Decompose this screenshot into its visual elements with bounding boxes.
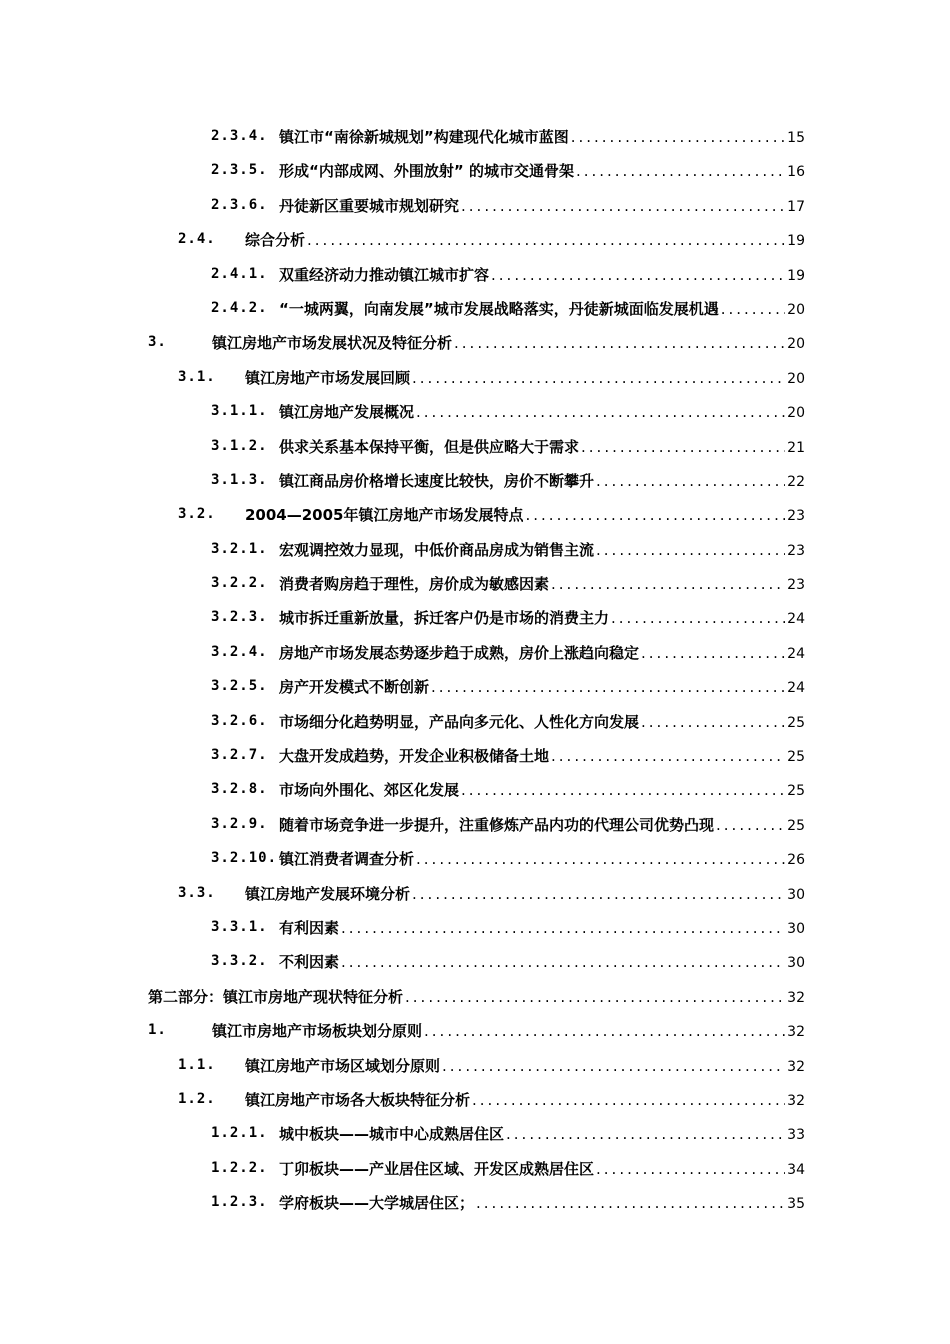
toc-entry-title[interactable]: 镇江市“南徐新城规划”构建现代化城市蓝图 [279,128,569,146]
toc-entry-title[interactable]: 镇江房地产市场发展回顾 [245,368,411,387]
toc-entry-number: 3.2.7. [211,747,268,764]
toc-entry-page-number[interactable]: 35 [787,1196,805,1213]
toc-entry[interactable] [0,945,950,979]
toc-entry-title[interactable]: “一城两翼，向南发展”城市发展战略落实，丹徒新城面临发展机遇 [279,299,719,318]
toc-entry-title[interactable]: 镇江商品房价格增长速度比较快，房价不断攀升 [279,471,595,490]
toc-entry[interactable] [0,739,950,773]
toc-entry-title[interactable]: 丹徒新区重要城市规划研究 [279,196,460,215]
toc-entry-title[interactable]: 大盘开发成趋势，开发企业积极储备土地 [279,747,550,766]
toc-entry-number: 1. [148,1022,167,1039]
toc-entry-line[interactable] [279,676,805,697]
toc-entry-page-number[interactable]: 30 [787,886,805,903]
toc-entry[interactable] [0,154,950,188]
toc-entry-line[interactable] [279,1158,805,1179]
toc-entry-line[interactable] [279,160,805,181]
toc-entry[interactable] [0,1186,950,1220]
toc-dot-leader [442,1057,785,1075]
toc-entry-number: 3.2.8. [211,781,268,798]
toc-entry-number: 3.3.2. [211,953,268,970]
toc-dot-leader [551,575,785,593]
toc-entry[interactable] [0,361,950,395]
toc-entry-number: 3.2.9. [211,815,268,832]
toc-dot-leader [416,850,785,868]
toc-entry-page-number[interactable]: 34 [787,1161,805,1178]
toc-entry-page-number[interactable]: 32 [787,1092,805,1109]
toc-entry-line[interactable] [245,504,805,525]
toc-entry-page-number[interactable]: 16 [787,164,805,181]
toc-entry-number: 2.3.4. [211,128,268,144]
toc-dot-leader [454,334,785,352]
toc-entry-line[interactable] [279,126,805,147]
toc-entry-line[interactable] [279,848,805,869]
toc-entry-title[interactable]: 镇江房地产发展环境分析 [245,884,411,903]
toc-entry-page-number[interactable]: 23 [787,508,805,525]
toc-entry-title[interactable]: 随着市场竞争进一步提升，注重修炼产品内功的代理公司优势凸现 [279,815,715,834]
toc-entry-line[interactable] [212,1020,805,1041]
toc-dot-leader [596,1160,785,1178]
toc-entry-line[interactable] [279,264,805,285]
toc-entry[interactable] [0,464,950,498]
toc-entry[interactable] [0,636,950,670]
toc-entry[interactable] [0,1083,950,1117]
toc-entry-page-number[interactable]: 24 [787,645,805,662]
toc-dot-leader [412,369,785,387]
toc-entry-page-number[interactable]: 20 [787,301,805,318]
toc-entry-number: 3.2.5. [211,678,268,695]
toc-entry-title[interactable]: 房产开发模式不断创新 [279,678,430,697]
toc-entry-page-number[interactable]: 25 [787,783,805,800]
toc-entry-number: 1.2.2. [211,1159,268,1176]
toc-entry[interactable] [0,911,950,945]
toc-entry-page-number[interactable]: 30 [787,955,805,972]
toc-entry-number: 1.2. [178,1090,216,1107]
toc-entry-title[interactable]: 市场细分化趋势明显，产品向多元化、人性化方向发展 [279,712,640,731]
toc-entry-number: 2.4.2. [211,299,268,316]
toc-dot-leader [716,816,785,834]
toc-dot-leader [341,953,785,971]
toc-entry-page-number[interactable]: 25 [787,749,805,766]
toc-entry-line[interactable] [212,332,805,353]
toc-entry-page-number[interactable]: 23 [787,542,805,559]
toc-entry-number: 1.2.3. [211,1194,268,1211]
toc-entry-title[interactable]: 形成“内部成网、外围放射” 的城市交通骨架 [279,162,574,181]
toc-entry[interactable] [0,980,950,1014]
toc-entry-line[interactable] [279,642,805,663]
toc-entry[interactable] [0,120,950,154]
toc-entry-page-number[interactable]: 19 [787,267,805,284]
toc-entry-title[interactable]: 综合分析 [245,231,306,250]
toc-dot-leader [461,781,785,799]
toc-entry-number: 3.2.6. [211,712,268,729]
toc-entry[interactable] [0,705,950,739]
toc-entry[interactable] [0,395,950,429]
toc-entry-title[interactable]: 2004—2005年镇江房地产市场发展特点 [245,506,524,525]
toc-entry-page-number[interactable]: 21 [787,439,805,456]
toc-entry-line[interactable] [279,470,805,491]
toc-entry-line[interactable] [279,1192,805,1213]
toc-entry[interactable] [0,1152,950,1186]
toc-entry-title[interactable]: 镇江房地产市场发展状况及特征分析 [212,334,453,353]
toc-entry-number: 3.2.2. [211,575,268,592]
toc-entry-number: 3.3. [178,884,216,901]
toc-entry[interactable] [0,1117,950,1151]
toc-entry-line[interactable] [245,883,805,904]
toc-entry-number: 2.3.5. [211,162,268,179]
toc-entry-number: 2.4.1. [211,265,268,282]
toc-entry-line[interactable] [279,436,805,457]
toc-entry-line[interactable] [279,401,805,422]
toc-entry-title[interactable]: 镇江房地产市场各大板块特征分析 [245,1090,471,1109]
toc-dot-leader [491,266,785,284]
toc-entry-line[interactable] [148,986,805,1007]
toc-entry-line[interactable] [245,1089,805,1110]
toc-entry[interactable] [0,1014,950,1048]
toc-entry-title[interactable]: 不利因素 [279,953,340,972]
toc-entry[interactable] [0,189,950,223]
toc-dot-leader [641,644,785,662]
toc-entry-title[interactable]: 第二部分：镇江市房地产现状特征分析 [148,987,404,1006]
toc-entry-number: 3.1. [178,368,216,385]
toc-entry-page-number[interactable]: 17 [787,198,805,215]
toc-entry-page-number[interactable]: 32 [787,1024,805,1041]
toc-entry[interactable] [0,877,950,911]
toc-entry-number: 3.2.3. [211,609,268,626]
toc-entry[interactable] [0,258,950,292]
toc-entry-page-number[interactable]: 32 [787,1058,805,1075]
toc-entry-number: 3.1.1. [211,403,268,420]
toc-entry[interactable] [0,430,950,464]
toc-entry-page-number[interactable]: 25 [787,714,805,731]
toc-dot-leader [611,609,785,627]
toc-entry-line[interactable] [245,1055,805,1076]
toc-entry-title[interactable]: 丁卯板块——产业居住区域、开发区成熟居住区 [279,1159,595,1178]
toc-entry[interactable] [0,223,950,257]
toc-entry-page-number[interactable]: 24 [787,611,805,628]
toc-dot-leader [506,1125,785,1143]
toc-entry-line[interactable] [279,951,805,972]
toc-entry-number: 3.1.3. [211,471,268,488]
toc-dot-leader [721,300,785,318]
table-of-contents [0,120,950,1221]
toc-entry-line[interactable] [279,917,805,938]
toc-dot-leader [424,1022,785,1040]
toc-dot-leader [596,541,785,559]
toc-entry-number: 3.2.1. [211,540,268,557]
toc-dot-leader [641,713,785,731]
toc-entry-title[interactable]: 房地产市场发展态势逐步趋于成熟，房价上涨趋向稳定 [279,643,640,662]
toc-dot-leader [416,403,785,421]
toc-dot-leader [405,988,785,1006]
toc-entry-title[interactable]: 宏观调控效力显现，中低价商品房成为销售主流 [279,540,595,559]
toc-entry-title[interactable]: 城市拆迁重新放量，拆迁客户仍是市场的消费主力 [279,609,610,628]
toc-entry-number: 3.2.10. [211,850,278,867]
toc-entry-page-number[interactable]: 20 [787,370,805,387]
toc-entry-line[interactable] [245,367,805,388]
toc-entry-number: 1.2.1. [211,1125,268,1142]
toc-entry-page-number[interactable]: 20 [787,336,805,353]
toc-entry-number: 3.2.4. [211,643,268,660]
toc-entry-number: 3. [148,334,167,351]
toc-entry-page-number[interactable]: 33 [787,1127,805,1144]
toc-entry-number: 3.1.2. [211,437,268,454]
toc-entry-title[interactable]: 供求关系基本保持平衡，但是供应略大于需求 [279,437,580,456]
toc-entry-title[interactable]: 镇江房地产发展概况 [279,403,415,422]
toc-entry-line[interactable] [279,298,805,319]
toc-dot-leader [307,231,785,249]
toc-entry-page-number[interactable]: 15 [787,130,805,146]
toc-entry-line[interactable] [279,573,805,594]
toc-entry-title[interactable]: 城中板块——城市中心成熟居住区 [279,1125,505,1144]
toc-dot-leader [341,919,785,937]
toc-entry[interactable] [0,1049,950,1083]
toc-entry-page-number[interactable]: 24 [787,680,805,697]
toc-entry-title[interactable]: 镇江房地产市场区域划分原则 [245,1056,441,1075]
toc-entry-page-number[interactable]: 30 [787,920,805,937]
toc-entry-title[interactable]: 镇江市房地产市场板块划分原则 [212,1022,423,1041]
toc-entry[interactable] [0,292,950,326]
toc-entry-line[interactable] [279,745,805,766]
toc-entry-page-number[interactable]: 32 [787,989,805,1006]
toc-entry-number: 3.2. [178,506,216,523]
toc-entry-number: 2.4. [178,231,216,248]
toc-entry-line[interactable] [279,1123,805,1144]
toc-entry-page-number[interactable]: 22 [787,473,805,490]
toc-entry-line[interactable] [279,607,805,628]
toc-dot-leader [476,1194,785,1212]
toc-dot-leader [472,1091,785,1109]
toc-dot-leader [576,162,785,180]
toc-entry-number: 3.3.1. [211,918,268,935]
toc-dot-leader [461,197,785,215]
toc-entry-title[interactable]: 学府板块——大学城居住区； [279,1194,475,1213]
toc-dot-leader [581,438,785,456]
toc-entry-page-number[interactable]: 20 [787,405,805,422]
toc-entry-page-number[interactable]: 25 [787,817,805,834]
toc-entry-title[interactable]: 双重经济动力推动镇江城市扩容 [279,265,490,284]
toc-entry[interactable] [0,326,950,360]
toc-entry-line[interactable] [279,711,805,732]
toc-entry[interactable] [0,773,950,807]
toc-dot-leader [526,506,786,524]
toc-entry[interactable] [0,670,950,704]
toc-entry-title[interactable]: 市场向外围化、郊区化发展 [279,781,460,800]
toc-entry-page-number[interactable]: 19 [787,233,805,250]
toc-dot-leader [551,747,785,765]
toc-entry-number: 1.1. [178,1056,216,1073]
toc-entry-line[interactable] [279,539,805,560]
toc-entry-line[interactable] [279,779,805,800]
toc-dot-leader [412,885,785,903]
toc-entry[interactable] [0,498,950,532]
toc-dot-leader [596,472,785,490]
toc-entry-title[interactable]: 镇江消费者调查分析 [279,850,415,869]
toc-entry-page-number[interactable]: 23 [787,577,805,594]
toc-entry-line[interactable] [245,229,805,250]
toc-entry-page-number[interactable]: 26 [787,852,805,869]
toc-entry-number: 2.3.6. [211,196,268,213]
toc-entry[interactable] [0,808,950,842]
toc-entry[interactable] [0,842,950,876]
toc-entry-title[interactable]: 消费者购房趋于理性，房价成为敏感因素 [279,575,550,594]
toc-entry[interactable] [0,533,950,567]
toc-entry[interactable] [0,567,950,601]
toc-entry-title[interactable]: 有利因素 [279,918,340,937]
toc-entry-line[interactable] [279,195,805,216]
toc-entry-line[interactable] [279,814,805,835]
toc-entry[interactable] [0,601,950,635]
toc-dot-leader [431,678,785,696]
toc-dot-leader [571,128,785,146]
